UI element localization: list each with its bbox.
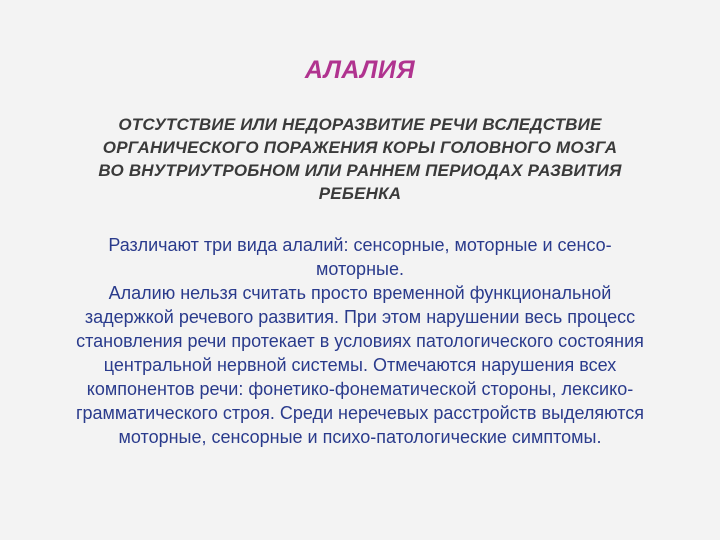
body-line: Алалию нельзя считать просто временной функциональной xyxy=(108,283,612,303)
body-line: задержкой речевого развития. При этом нарушении весь процесс xyxy=(84,307,636,327)
definition-line: ОРГАНИЧЕСКОГО ПОРАЖЕНИЯ КОРЫ ГОЛОВНОГО МОЗГА xyxy=(102,138,618,157)
body-line: становления речи протекает в условиях патологического состояния xyxy=(76,331,644,351)
definition-line: ВО ВНУТРИУТРОБНОМ ИЛИ РАННЕМ ПЕРИОДАХ РАЗВИТИЯ xyxy=(98,161,622,180)
body-line: Различают три вида алалий: сенсорные, моторные и сенсо- xyxy=(108,235,612,255)
body-line: грамматического строя. Среди неречевых расстройств выделяются xyxy=(75,403,645,423)
body-line: центральной нервной системы. Отмечаются нарушения всех xyxy=(103,355,617,375)
body-line: моторные, сенсорные и психо-патологические симптомы. xyxy=(118,427,602,447)
body-line: моторные. xyxy=(316,259,404,279)
body-text-block xyxy=(20,233,700,449)
definition-line: ОТСУТСТВИЕ ИЛИ НЕДОРАЗВИТИЕ РЕЧИ ВСЛЕДСТВИЕ xyxy=(118,115,602,134)
slide-title: АЛАЛИЯ xyxy=(304,56,416,84)
definition-line: РЕБЕНКА xyxy=(318,184,402,203)
body-line: компонентов речи: фонетико-фонематической стороны, лексико- xyxy=(86,379,634,399)
definition-block xyxy=(40,113,680,205)
